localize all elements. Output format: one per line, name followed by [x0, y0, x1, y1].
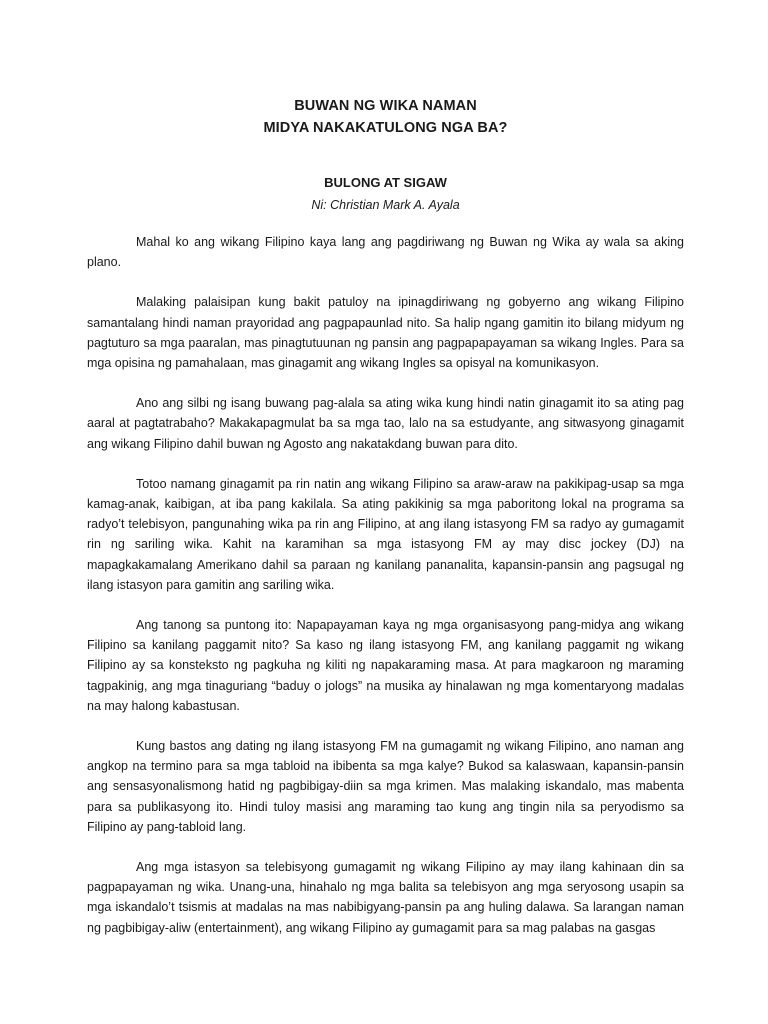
paragraph: Ang mga istasyon sa telebisyong gumagamit ng wikang Filipino ay may ilang kahinaan din sa pagpapayaman ng wika. Unang-una, hinahalo ng mga balita sa telebisyon ang mga seryosong usapin sa mga iskandalo’t tsismis at madalas na mas nabibigyang-pansin pa ang huling dalawa. Sa larangan naman ng pagbibigay-aliw (entertainment), ang wikang Filipino ay gumagamit para sa mag palabas na gasgas [87, 860, 684, 935]
column-name: BULONG AT SIGAW [324, 175, 447, 190]
article-title-line-2: MIDYA NAKAKATULONG NGA BA? [263, 120, 508, 136]
paragraph: Ano ang silbi ng isang buwang pag-alala sa ating wika kung hindi natin ginagamit ito sa ating pag aaral at pagtatrabaho? Makakapagmulat ba sa mga tao, lalo na sa estudyante, ang sitwasyong ginagamit ang wikang Filipino dahil buwan ng Agosto ang nakatakdang buwan para dito. [87, 396, 684, 451]
paragraph: Mahal ko ang wikang Filipino kaya lang ang pagdiriwang ng Buwan ng Wika ay wala sa aking plano. [87, 235, 684, 270]
paragraph: Totoo namang ginagamit pa rin natin ang wikang Filipino sa araw-araw na pakikipag-usap sa mga kamag-anak, kaibigan, at iba pang kakilala. Sa ating pakikinig sa mga paboritong lokal na programa sa radyo’t telebisyon, pangunahing wika pa rin ang Filipino, at ang ilang istasyong FM sa radyo ay gumagamit rin ng sariling wika. Kahit na karamihan sa mga istasyong FM ay may disc jockey (DJ) na mapagkakamalang Amerikano dahil sa paraan ng kanilang pananalita, kapansin-pansin ang pagsugal ng ilang istasyon para gamitin ang sariling wika. [87, 476, 684, 592]
paragraph: Ang tanong sa puntong ito: Napapayaman kaya ng mga organisasyong pang-midya ang wikang Filipino sa kanilang paggamit nito? Sa kaso ng ilang istasyong FM, ang kanilang paggamit ng wikang Filipino ay sa konsteksto ng pagkuha ng kiliti ng napakaraming masa. At para magkaroon ng maraming tagpakinig, ang mga tinaguriang “baduy o jologs” na musika ay hinalawan ng mga komentaryong madalas na may halong kabastusan. [87, 618, 684, 713]
author-byline: Ni: Christian Mark A. Ayala [311, 198, 460, 212]
article-title-line-1: BUWAN NG WIKA NAMAN [294, 98, 477, 114]
paragraph: Malaking palaisipan kung bakit patuloy na ipinagdiriwang ng gobyerno ang wikang Filipino samantalang hindi naman prayoridad ang pagpapaunlad nito. Sa halip ngang gamitin ito bilang midyum ng pagtuturo sa mga paaralan, mas pinagtutuunan ng pansin ang pagpapapayaman sa wikang Ingles. Para sa mga opisina ng pamahalaan, mas ginagamit ang wikang Ingles sa opisyal na komunikasyon. [87, 295, 684, 371]
article-body [87, 232, 684, 938]
title-block [87, 95, 684, 214]
paragraph: Kung bastos ang dating ng ilang istasyong FM na gumagamit ng wikang Filipino, ano naman ang angkop na termino para sa mga tabloid na ibibenta sa mga kalye? Bukod sa kalaswaan, kapansin-pansin ang sensasyonalismong hatid ng pagbibigay-diin sa mga krimen. Mas malaking iskandalo, mas mabenta para sa publikasyong ito. Hindi tuloy masisi ang maraming tao kung ang tingin nila sa peryodismo sa Filipino ay pang-tabloid lang. [87, 739, 684, 834]
